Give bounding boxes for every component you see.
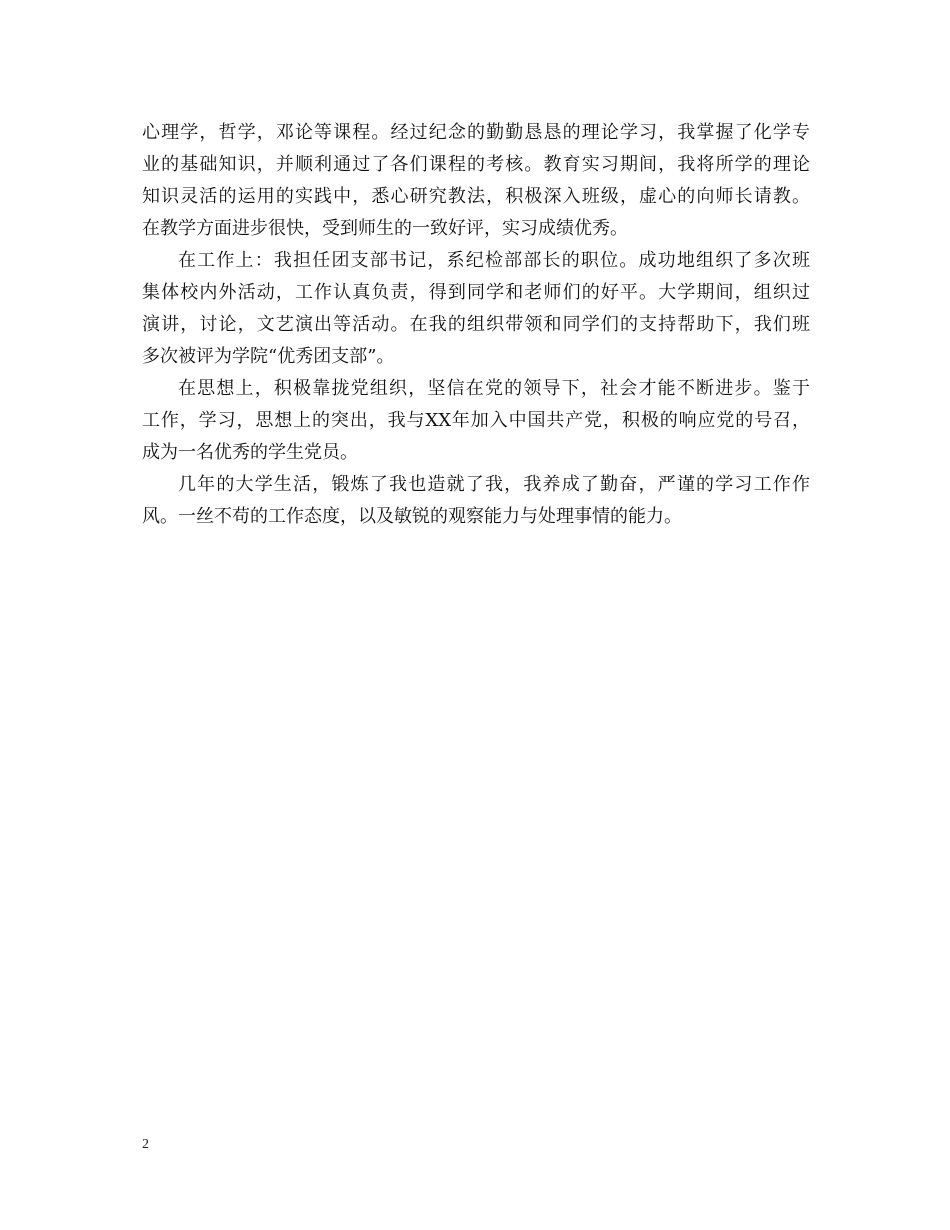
text-line: 心理学，哲学，邓论等课程。经过纪念的勤勤恳恳的理论学习，我掌握了化学专	[142, 122, 810, 143]
text-line: 几年的大学生活，锻炼了我也造就了我，我养成了勤奋，严谨的学习工作作	[178, 474, 810, 495]
text-line: 工作，学习，思想上的突出，我与XX年加入中国共产党，积极的响应党的号召，	[142, 410, 810, 431]
text-line: 风。一丝不苟的工作态度，以及敏锐的观察能力与处理事情的能力。	[142, 506, 682, 527]
text-line: 知识灵活的运用的实践中，悉心研究教法，积极深入班级，虚心的向师长请教。	[142, 186, 810, 207]
text-line: 多次被评为学院“优秀团支部”。	[142, 346, 395, 367]
paragraph-1	[142, 117, 810, 245]
paragraph-2	[142, 245, 810, 373]
paragraph-3	[142, 373, 810, 469]
page-number: 2	[142, 1137, 149, 1152]
text-line: 业的基础知识，并顺利通过了各们课程的考核。教育实习期间，我将所学的理论	[142, 154, 810, 175]
text-line: 在思想上，积极靠拢党组织，坚信在党的领导下，社会才能不断进步。鉴于	[178, 378, 810, 399]
text-line: 集体校内外活动，工作认真负责，得到同学和老师们的好平。大学期间，组织过	[142, 282, 810, 303]
text-line: 在工作上：我担任团支部书记，系纪检部部长的职位。成功地组织了多次班	[178, 250, 810, 271]
document-body	[142, 117, 810, 533]
text-line: 演讲，讨论，文艺演出等活动。在我的组织带领和同学们的支持帮助下，我们班	[142, 314, 810, 335]
paragraph-4	[142, 469, 810, 533]
text-line: 成为一名优秀的学生党员。	[142, 442, 358, 463]
text-line: 在教学方面进步很快，受到师生的一致好评，实习成绩优秀。	[142, 218, 628, 239]
